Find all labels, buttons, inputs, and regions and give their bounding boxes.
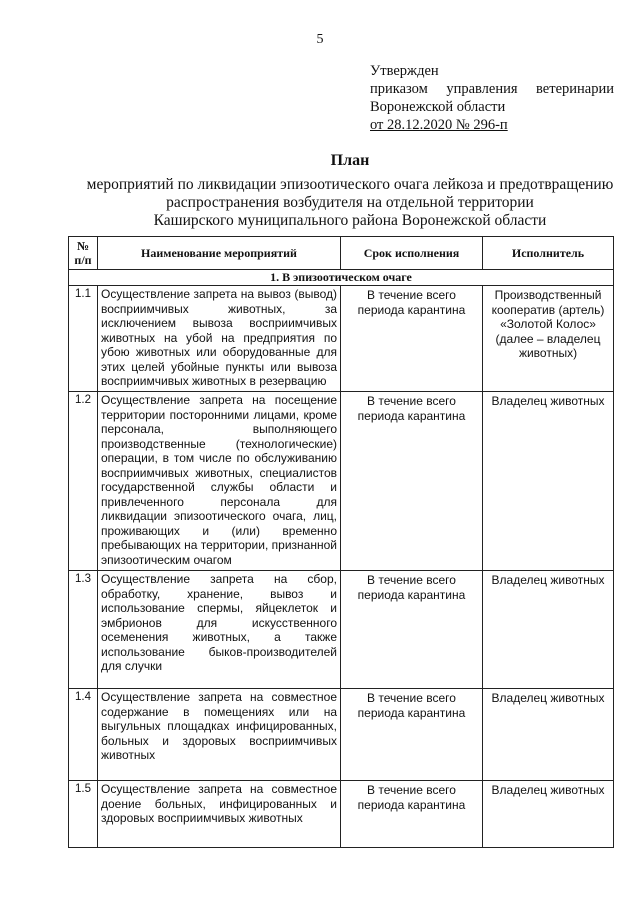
table-row — [69, 689, 614, 781]
row-term: В течение всего периода карантина — [341, 571, 483, 689]
row-name: Осуществление запрета на вывоз (вывод) восприимчивых животных, за исключением вывоза восприимчивых животных на убой на предприятия по убою животных или оборудованные для этих целей убойные пункты или вывоза восприимчивых животных в резервацию — [98, 286, 341, 392]
page-number: 5 — [316, 32, 324, 47]
section-row — [69, 270, 614, 286]
row-exec: Производственный кооператив (артель) «Золотой Колос» (далее – владелец животных) — [483, 286, 614, 392]
title-line-3: Каширского муниципального района Воронежской области — [153, 212, 547, 229]
header-num: № п/п — [69, 237, 98, 270]
row-name: Осуществление запрета на сбор, обработку, хранение, вывоз и использование спермы, яйцеклеток и эмбрионов для искусственного осеменения животных, а также использование быков-производителей для случки — [98, 571, 341, 689]
row-name: Осуществление запрета на совместное содержание в помещениях или на выгульных площадках инфицированных, больных и здоровых восприимчивых животных — [98, 689, 341, 781]
row-exec: Владелец животных — [483, 689, 614, 781]
row-exec: Владелец животных — [483, 571, 614, 689]
row-term: В течение всего периода карантина — [341, 689, 483, 781]
header-name: Наименование мероприятий — [98, 237, 341, 270]
row-num: 1.5 — [69, 781, 98, 848]
row-name: Осуществление запрета на посещение территории посторонними лицами, кроме персонала, выполняющего производственные (технологические) операции, в том числе по обслуживанию восприимчивых животных, специалистов государственной службы области и привлеченного персонала для ликвидации эпизоотического очага, лиц, проживающих и (или) временно пребывающих на территории, признанной эпизоотическим очагом — [98, 392, 341, 571]
document-title — [60, 152, 640, 230]
row-num: 1.2 — [69, 392, 98, 571]
header-term: Срок исполнения — [341, 237, 483, 270]
table-row — [69, 781, 614, 848]
row-num: 1.1 — [69, 286, 98, 392]
plan-table — [68, 236, 614, 848]
title-line-2: распространения возбудителя на отдельной территории — [166, 194, 534, 211]
header-exec: Исполнитель — [483, 237, 614, 270]
table-row — [69, 571, 614, 689]
title-line-1: мероприятий по ликвидации эпизоотического очага лейкоза и предотвращению — [86, 176, 614, 193]
row-term: В течение всего периода карантина — [341, 392, 483, 571]
row-term: В течение всего периода карантина — [341, 286, 483, 392]
row-num: 1.3 — [69, 571, 98, 689]
row-num: 1.4 — [69, 689, 98, 781]
row-name: Осуществление запрета на совместное доение больных, инфицированных и здоровых восприимчивых животных — [98, 781, 341, 848]
title-heading: План — [330, 152, 370, 169]
row-term: В течение всего периода карантина — [341, 781, 483, 848]
approval-block — [370, 62, 614, 134]
table-row — [69, 392, 614, 571]
approval-line-1: Утвержден — [370, 63, 439, 79]
table-row — [69, 286, 614, 392]
section-title: 1. В эпизоотическом очаге — [69, 270, 614, 286]
row-exec: Владелец животных — [483, 392, 614, 571]
approval-line-2: приказом управления ветеринарии — [370, 81, 614, 97]
approval-line-3: Воронежской области — [370, 99, 506, 115]
table-header-row — [69, 237, 614, 270]
row-exec: Владелец животных — [483, 781, 614, 848]
approval-line-4: от 28.12.2020 № 296-п — [370, 117, 508, 133]
